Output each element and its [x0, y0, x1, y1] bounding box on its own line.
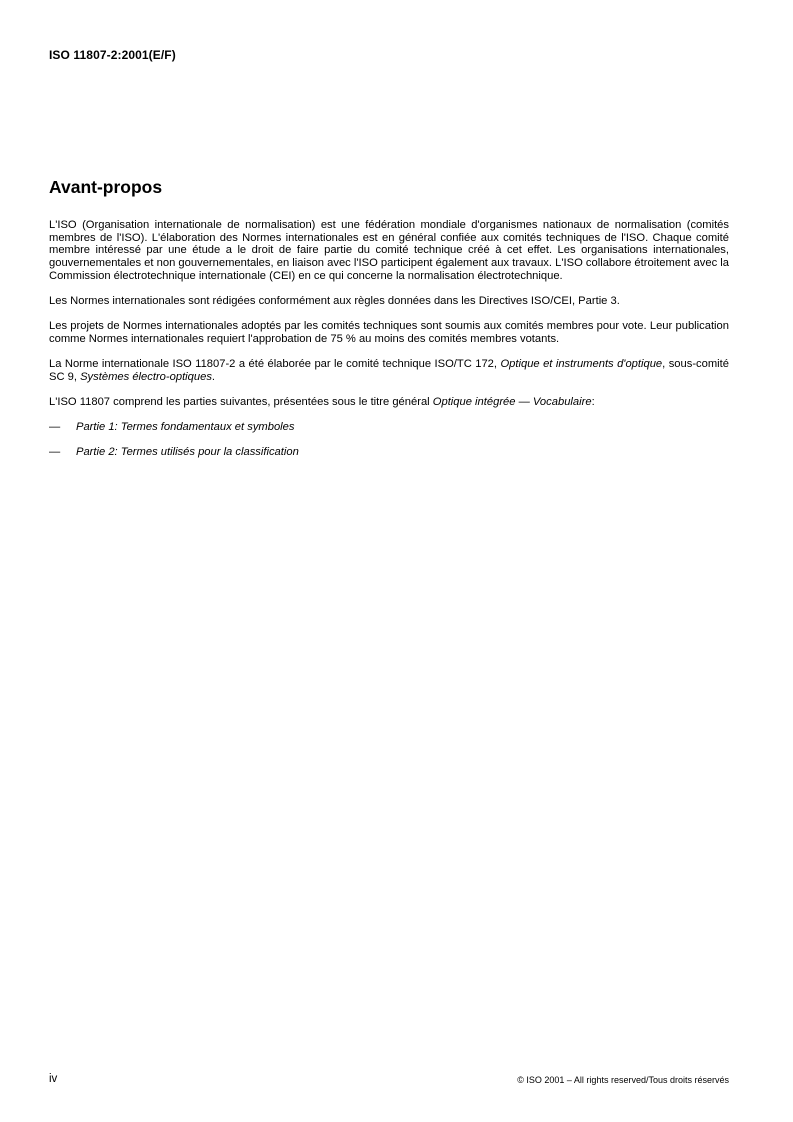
dash-bullet: —: [49, 421, 61, 434]
paragraph-technical-committee: [49, 358, 729, 383]
document-header: ISO 11807-2:2001(E/F): [49, 48, 176, 62]
list-item: [49, 421, 729, 434]
list-item: [49, 446, 729, 459]
subcommittee-title: Systèmes électro-optiques: [80, 370, 212, 383]
paragraph-iso-description: L'ISO (Organisation internationale de normalisation) est une fédération mondiale d'organismes nationaux de normalisation (comités membres de l'ISO). L'élaboration des Normes internationales est en général confiée aux comités techniques de l'ISO. Chaque comité membre intéressé par une étude a le droit de faire partie du comité technique créé à cet effet. Les organisations internationales, gouvernementales et non gouvernementales, en liaison avec l'ISO participent également aux travaux. L'ISO collabore étroitement avec la Commission électrotechnique internationale (CEI) en ce qui concerne la normalisation électrotechnique.: [49, 219, 729, 282]
part-label: Partie 1: Termes fondamentaux et symboles: [76, 421, 295, 434]
section-title: Avant-propos: [49, 177, 163, 197]
copyright-notice: © ISO 2001 – All rights reserved/Tous droits réservés: [517, 1075, 729, 1085]
page-number: iv: [49, 1073, 58, 1085]
paragraph-text: L'ISO 11807 comprend les parties suivantes, présentées sous le titre général: [49, 396, 433, 409]
paragraph-directives: Les Normes internationales sont rédigées conformément aux règles données dans les Directives ISO/CEI, Partie 3.: [49, 295, 620, 308]
dash-bullet: —: [49, 446, 61, 459]
paragraph-text: .: [211, 370, 216, 383]
foreword-body: [49, 219, 729, 472]
paragraph-text: La Norme internationale ISO 11807-2 a été élaborée par le comité technique ISO/TC 172,: [49, 358, 501, 371]
paragraph-parts-intro: [49, 396, 729, 409]
paragraph-voting: Les projets de Normes internationales adoptés par les comités techniques sont soumis aux comités membres pour vote. Leur publication comme Normes internationales requiert l'approbation de 75 % au moins des comités membres votants.: [49, 320, 729, 345]
paragraph-text: , sous-comité SC 9,: [49, 358, 730, 383]
general-title: Optique intégrée — Vocabulaire: [432, 396, 592, 409]
parts-list: [49, 421, 729, 459]
paragraph-text: :: [591, 396, 595, 409]
committee-title: Optique et instruments d'optique: [500, 358, 663, 371]
part-label: Partie 2: Termes utilisés pour la classification: [76, 446, 299, 459]
